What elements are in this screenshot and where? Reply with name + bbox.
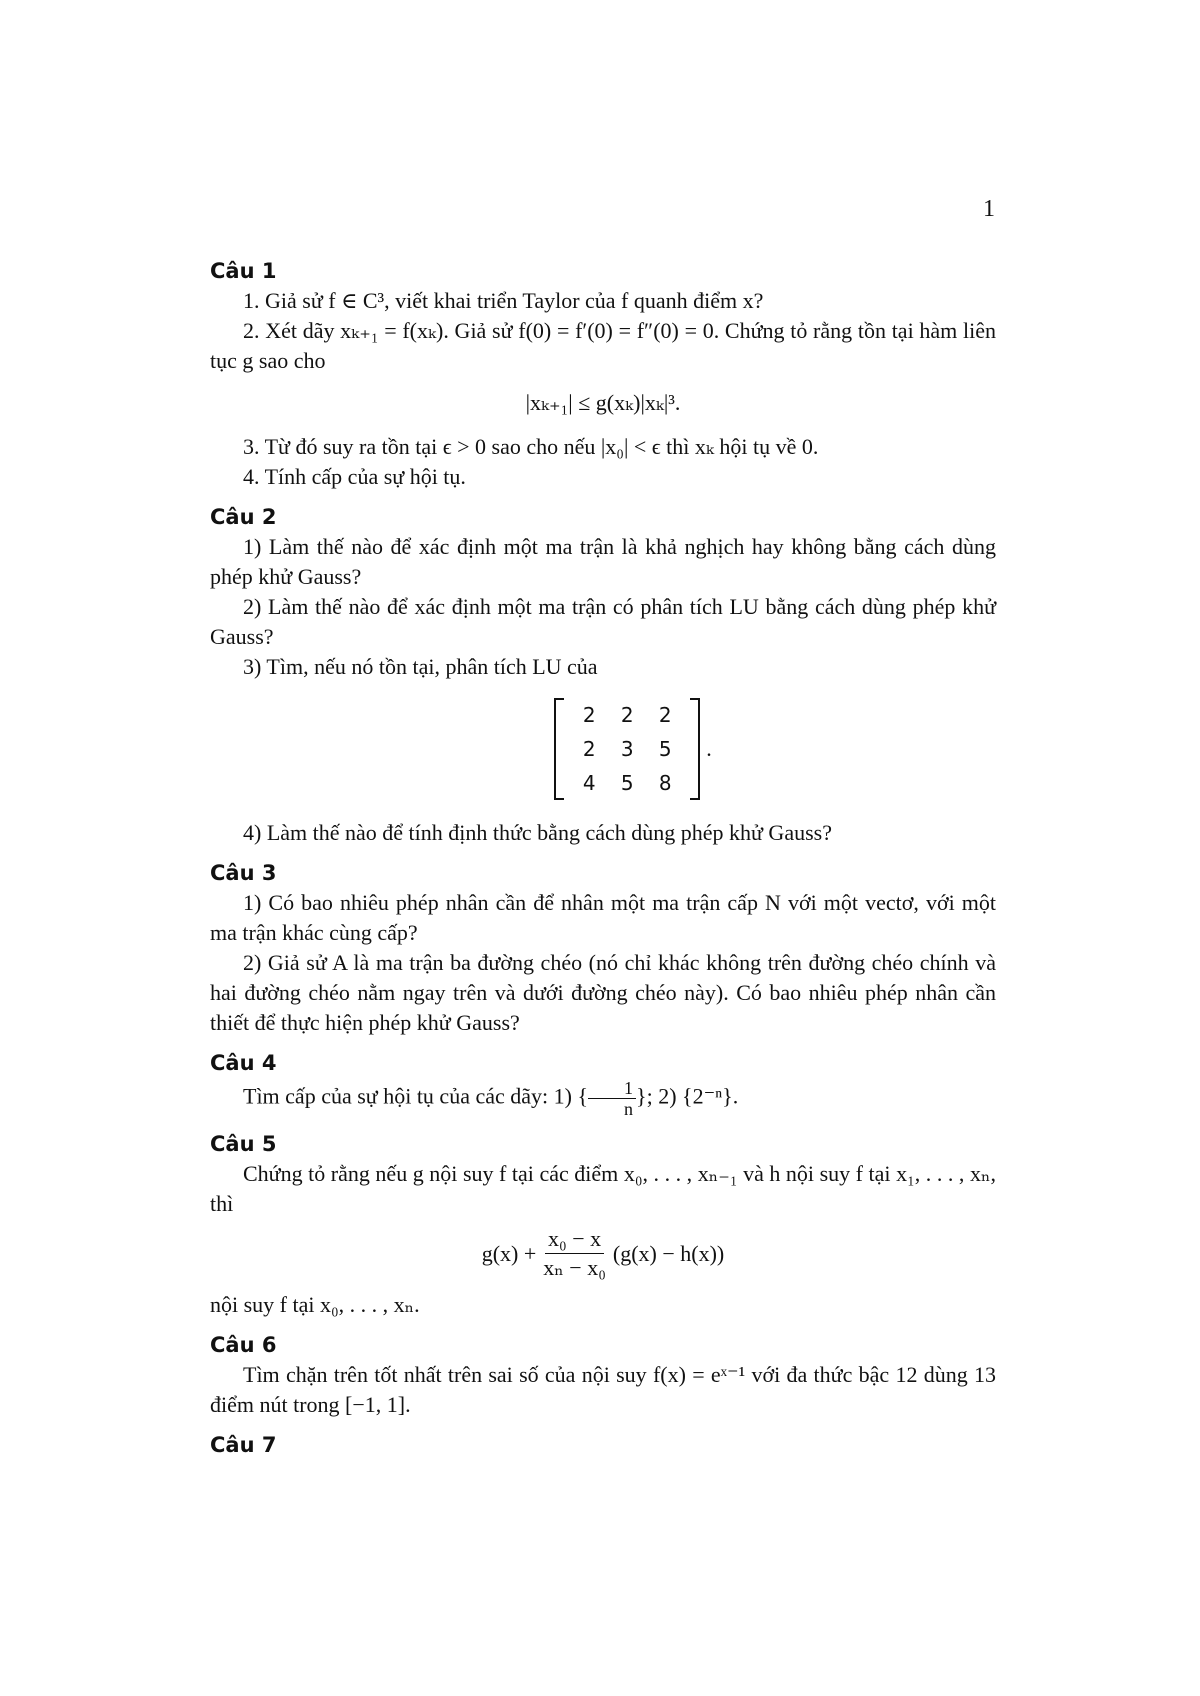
question-5-formula	[210, 1225, 996, 1282]
fraction-numerator: x₀ − x	[545, 1225, 604, 1254]
matrix-brackets	[554, 698, 700, 800]
question-4-prefix: Tìm cấp của sự hội tụ của các dãy: 1) {	[243, 1083, 589, 1109]
question-5-part-1: Chứng tỏ rằng nếu g nội suy f tại các điểm x₀, . . . , xₙ₋₁ và h nội suy f tại x₁, . . . , xₙ, thì	[210, 1161, 996, 1216]
question-3-part-1: 1) Có bao nhiêu phép nhân cần để nhân một ma trận cấp N với một vectơ, với một ma trận khác cùng cấp?	[210, 890, 996, 945]
display-fraction	[540, 1225, 609, 1282]
content-body	[210, 256, 996, 1460]
matrix-cell: 2	[620, 703, 634, 727]
matrix-row	[570, 732, 684, 766]
matrix-cell: 2	[658, 703, 672, 727]
question-4-body	[210, 1078, 996, 1119]
matrix-cell: 5	[620, 771, 634, 795]
matrix-cell: 5	[658, 737, 672, 761]
question-1-part-4: 4. Tính cấp của sự hội tụ.	[243, 464, 466, 489]
matrix-cell: 8	[658, 771, 672, 795]
matrix-row	[570, 698, 684, 732]
question-2-part-2: 2) Làm thế nào để xác định một ma trận có phân tích LU bằng cách dùng phép khử Gauss?	[210, 594, 996, 649]
question-2-heading: Câu 2	[210, 505, 277, 529]
question-2-part-3: 3) Tìm, nếu nó tồn tại, phân tích LU của	[243, 654, 598, 679]
question-1-heading: Câu 1	[210, 259, 277, 283]
question-3-part-2: 2) Giả sử A là ma trận ba đường chéo (nó chỉ khác không trên đường chéo chính và hai đường chéo nằm ngay trên và dưới đường chéo này). Có bao nhiêu phép nhân cần thiết để thực hiện phép khử Gauss?	[210, 950, 996, 1035]
question-6-heading: Câu 6	[210, 1333, 277, 1357]
question-1-formula: |xₖ₊₁| ≤ g(xₖ)|xₖ|³.	[525, 390, 681, 415]
question-1-part-1: 1. Giả sử f ∈ C³, viết khai triển Taylor của f quanh điểm x?	[243, 288, 764, 313]
inline-fraction	[588, 1078, 636, 1119]
fraction-numerator: 1	[588, 1078, 636, 1099]
matrix-cell: 2	[582, 737, 596, 761]
matrix-cell: 2	[582, 703, 596, 727]
matrix-row	[570, 766, 684, 800]
question-3-heading: Câu 3	[210, 861, 277, 885]
matrix-display	[270, 698, 996, 800]
fraction-denominator: xₙ − x₀	[543, 1255, 606, 1280]
formula-left: g(x) +	[481, 1240, 537, 1266]
question-7-heading: Câu 7	[210, 1433, 277, 1457]
fraction-denominator: n	[624, 1099, 634, 1119]
question-2-part-1: 1) Làm thế nào để xác định một ma trận là khả nghịch hay không bằng cách dùng phép khử Gauss?	[210, 534, 996, 589]
matrix-period: .	[706, 736, 712, 761]
matrix-table	[570, 698, 684, 800]
formula-right: (g(x) − h(x))	[612, 1240, 725, 1266]
question-5-heading: Câu 5	[210, 1132, 277, 1156]
question-5-part-2: nội suy f tại x₀, . . . , xₙ.	[210, 1292, 420, 1317]
matrix-cell: 3	[620, 737, 634, 761]
question-4-heading: Câu 4	[210, 1051, 277, 1075]
question-2-part-4: 4) Làm thế nào để tính định thức bằng cách dùng phép khử Gauss?	[243, 820, 832, 845]
question-1-part-2: 2. Xét dãy xₖ₊₁ = f(xₖ). Giả sử f(0) = f′(0) = f″(0) = 0. Chứng tỏ rằng tồn tại hàm liên tục g sao cho	[210, 318, 996, 373]
question-4-suffix: }; 2) {2⁻ⁿ}.	[636, 1083, 739, 1109]
question-6-body: Tìm chặn trên tốt nhất trên sai số của nội suy f(x) = eˣ⁻¹ với đa thức bậc 12 dùng 13 điểm nút trong [−1, 1].	[210, 1362, 996, 1417]
matrix-cell: 4	[582, 771, 596, 795]
question-1-part-3: 3. Từ đó suy ra tồn tại ϵ > 0 sao cho nếu |x₀| < ϵ thì xₖ hội tụ về 0.	[243, 434, 819, 459]
page-number: 1	[983, 196, 995, 222]
